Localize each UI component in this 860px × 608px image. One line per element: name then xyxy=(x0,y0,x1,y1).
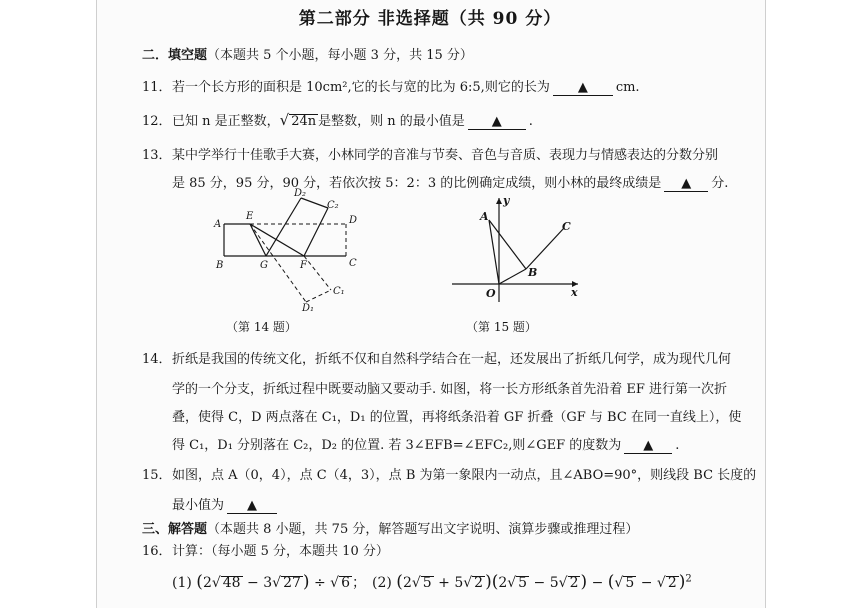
question-15-line-1 xyxy=(142,464,756,483)
question-14-line-2: 学的一个分支，折纸过程中既要动脑又要动手. 如图，将一长方形纸条首先沿着 EF 进行第一次折 xyxy=(172,382,728,397)
question-16 xyxy=(142,540,389,559)
fig14-edge-d2c2 xyxy=(301,198,328,208)
part-2-label: (2) xyxy=(372,575,392,591)
part-2-radicand-b: 2 xyxy=(474,575,484,591)
fig14-dash-d1c1 xyxy=(306,290,331,302)
figure-14 xyxy=(210,186,370,312)
fig14-label-g: G xyxy=(260,260,268,271)
figure-14-caption: （第 14 题） xyxy=(226,320,297,334)
question-14-text-1: 折纸是我国的传统文化，折纸不仅和自然科学结合在一起，还发展出了折纸几何学，成为现代几何 xyxy=(172,352,732,367)
part-1-end: ； xyxy=(352,575,367,591)
question-15-text-1: 如图，点 A（0，4），点 C（4，3），点 B 为第一象限内一动点，且∠ABO=90°，则线段 BC 长度的 xyxy=(172,468,757,483)
fig14-label-c2: C₂ xyxy=(327,200,339,211)
section-2-header xyxy=(142,44,473,63)
fig14-label-f: F xyxy=(300,260,307,271)
fig15-segment-ao xyxy=(489,220,499,284)
question-15-text-2: 最小值为 xyxy=(172,498,225,513)
question-12-number: 12． xyxy=(142,114,172,129)
fig14-edge-c2f xyxy=(304,208,328,256)
answer-blank-12: ▲ xyxy=(468,114,526,130)
fig15-label-a: A xyxy=(480,210,489,223)
question-16-part-1: (1) (2√ 48 − 3√ 27 ) ÷ √ 6 ； xyxy=(172,572,367,592)
question-14-text-4: 得 C₁，D₁ 分别落在 C₂，D₂ 的位置. 若 3∠EFB=∠EFC₂,则∠GEF 的度数为 xyxy=(172,438,622,453)
part-2-exponent: 2 xyxy=(685,573,692,585)
fig15-segment-bc xyxy=(526,228,564,269)
question-11 xyxy=(142,76,640,96)
answer-blank-11: ▲ xyxy=(553,80,613,96)
figure-15 xyxy=(440,190,590,306)
question-16-part-2: (2) (2√ 5 + 5√ 2 )(2√ 5 − 5√ 2 ) − (√ 5 − √ 2 )$^2$ xyxy=(372,572,692,592)
part-1-radicand-48: 48 xyxy=(222,575,241,591)
fig14-label-a: A xyxy=(214,219,222,230)
fig15-y-arrow xyxy=(496,198,502,204)
part-2-radicand-c: 5 xyxy=(518,575,528,591)
question-13-text-2: 是 85 分，95 分，90 分，若依次按 5：2：3 的比例确定成绩，则小林的最终成绩是 xyxy=(172,176,662,191)
question-13-text-1: 某中学举行十佳歌手大赛，小林同学的音准与节奏、音色与音质、表现力与情感表达的分数分别 xyxy=(172,148,719,163)
fig14-label-e: E xyxy=(246,211,254,222)
question-13-number: 13． xyxy=(142,148,172,163)
fig15-label-c: C xyxy=(562,220,571,233)
question-16-text: 计算：（每小题 5 分，本题共 10 分） xyxy=(172,544,389,559)
question-14-number: 14． xyxy=(142,352,172,367)
fig14-label-d2: D₂ xyxy=(294,188,307,199)
question-14-line-4 xyxy=(172,434,679,454)
figure-15-caption: （第 15 题） xyxy=(466,320,537,334)
fig14-label-b: B xyxy=(216,260,224,271)
question-13-line-1 xyxy=(142,144,718,163)
section-3-header xyxy=(142,518,638,537)
part-2-radicand-d: 2 xyxy=(569,575,579,591)
answer-blank-15: ▲ xyxy=(227,498,277,514)
fig15-label-x: x xyxy=(571,286,578,299)
fig14-edge-gd2 xyxy=(266,198,301,256)
question-11-number: 11． xyxy=(142,80,172,95)
question-12-post: 是整数，则 n 的最小值是 xyxy=(318,114,465,129)
fig15-segment-ab xyxy=(489,220,526,269)
question-12-pre: 已知 n 是正整数， xyxy=(172,114,280,129)
fig15-label-o: O xyxy=(486,287,496,300)
question-15-number: 15． xyxy=(142,468,172,483)
question-11-text: 若一个长方形的面积是 10cm²,它的长与宽的比为 6:5,则它的长为 xyxy=(172,80,550,95)
fig14-dash-fc1 xyxy=(304,256,331,290)
question-15-line-2 xyxy=(172,494,280,514)
fig14-label-d: D xyxy=(349,215,358,226)
question-14-end: . xyxy=(675,438,680,453)
question-12-end: . xyxy=(528,114,533,129)
part-2-radicand-a: 5 xyxy=(422,575,432,591)
question-14-line-1 xyxy=(142,348,731,367)
fig14-label-c1: C₁ xyxy=(333,286,345,297)
fig15-label-y: y xyxy=(503,194,510,207)
question-11-unit: cm. xyxy=(615,80,640,95)
answer-blank-13: ▲ xyxy=(664,176,708,192)
section-2-desc: （本题共 5 个小题，每小题 3 分，共 15 分） xyxy=(207,48,473,63)
question-12-radicand: 24n xyxy=(291,114,317,129)
question-13-text-3: 分. xyxy=(711,176,729,191)
part-1-label: (1) xyxy=(172,575,192,591)
fig14-label-d1: D₁ xyxy=(302,303,315,312)
page-title: 第二部分 非选择题（共 90 分） xyxy=(298,9,562,29)
part-2-radicand-e: 5 xyxy=(625,575,635,591)
fig15-segment-ob xyxy=(499,269,526,284)
answer-blank-14: ▲ xyxy=(624,438,672,454)
fig15-label-b: B xyxy=(528,266,538,279)
question-14-line-3: 叠，使得 C，D 两点落在 C₁，D₁ 的位置，再将纸条沿着 GF 折叠（GF 与 BC 在同一直线上），使 xyxy=(172,410,742,425)
part-1-radicand-27: 27 xyxy=(283,575,301,591)
section-3-desc: （本题共 8 小题，共 75 分，解答题写出文字说明、演算步骤或推理过程） xyxy=(207,522,639,537)
part-1-radicand-6: 6 xyxy=(341,575,351,591)
section-2-label: 二．填空题 xyxy=(142,48,208,63)
part-2-radicand-f: 2 xyxy=(667,575,677,591)
question-12: 12．已知 n 是正整数，√ 24n 是整数，则 n 的最小值是 ▲ . xyxy=(142,111,533,129)
fig14-label-c: C xyxy=(349,258,357,269)
section-3-label: 三、解答题 xyxy=(142,522,208,537)
question-16-number: 16． xyxy=(142,544,172,559)
